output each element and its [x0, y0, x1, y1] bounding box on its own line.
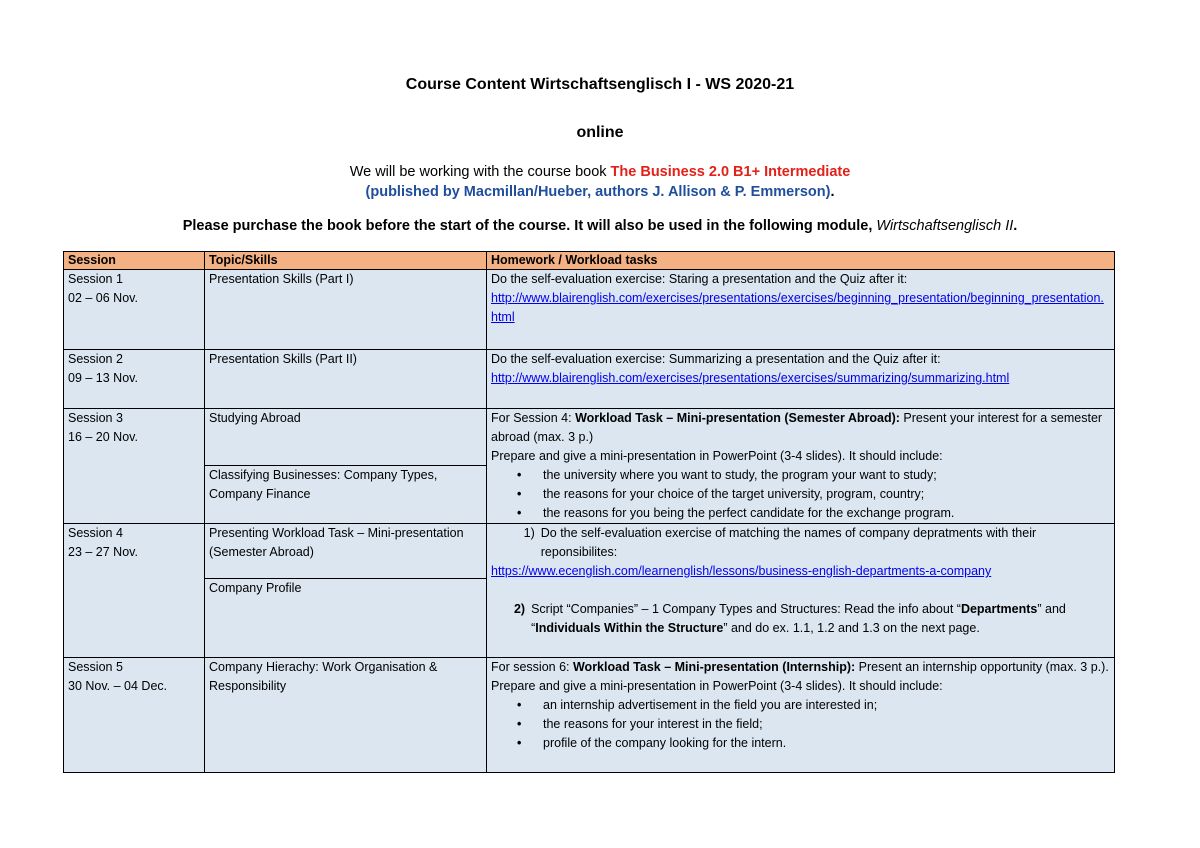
intro-line-2 [0, 184, 1200, 200]
item-text-part: Script “Companies” – 1 Company Types and Structures: Read the info about “ [531, 602, 961, 616]
session-cell [64, 270, 205, 350]
topic-cell: Presentation Skills (Part I) [205, 270, 487, 350]
requirements-list [491, 696, 1110, 753]
page-title: Course Content Wirtschaftsenglisch I - WS 2020-21 [405, 76, 795, 93]
table-row [64, 409, 1115, 466]
publisher-info: (published by Macmillan/Hueber, authors J. Allison & P. Emmerson) [365, 184, 831, 200]
table-row [64, 524, 1115, 579]
session-cell [64, 658, 205, 773]
item-number: 2) [513, 602, 526, 616]
table-row [64, 658, 1115, 773]
topic-cell: Company Profile [205, 579, 487, 658]
item-text-part: ” and “ [531, 602, 1066, 635]
homework-cell [487, 409, 1115, 524]
purchase-note: Please purchase the book before the start of the course. It will also be used in the following module, [182, 218, 877, 234]
page-subtitle: online [576, 124, 624, 141]
numbered-item-2 [491, 600, 1110, 638]
exercise-link[interactable]: https://www.ecenglish.com/learnenglish/lessons/business-english-departments-a-company [491, 564, 992, 578]
item-text-part: ” and do ex. 1.1, 1.2 and 1.3 on the next page. [723, 621, 980, 635]
topic-cell: Presentation Skills (Part II) [205, 350, 487, 409]
table-row [64, 350, 1115, 409]
topic-cell: Studying Abroad [205, 409, 487, 466]
purchase-suffix: . [1013, 218, 1018, 234]
numbered-item-1 [491, 524, 1110, 562]
session-cell [64, 409, 205, 524]
session-cell [64, 524, 205, 658]
list-item: • the reasons for your choice of the target university, program, country; [543, 485, 1110, 504]
topic-cell: Company Hierachy: Work Organisation & Responsibility [205, 658, 487, 773]
homework-cell [487, 524, 1115, 658]
homework-text: Do the self-evaluation exercise: Summarizing a presentation and the Quiz after it: [491, 352, 941, 366]
homework-cell [487, 270, 1115, 350]
book-title: The Business 2.0 B1+ Intermediate [610, 164, 851, 180]
session-dates: 02 – 06 Nov. [68, 291, 138, 305]
course-table [63, 251, 1115, 773]
session-dates: 30 Nov. – 04 Dec. [68, 679, 168, 693]
homework-instructions: Prepare and give a mini-presentation in PowerPoint (3-4 slides). It should include: [491, 679, 943, 693]
header-session: Session [64, 252, 205, 270]
session-label: Session 1 [68, 272, 123, 286]
homework-rest: Present an internship opportunity (max. 3 p.). [855, 660, 1109, 674]
intro-prefix: We will be working with the course book [349, 164, 611, 180]
homework-cell [487, 350, 1115, 409]
header-homework: Homework / Workload tasks [487, 252, 1115, 270]
session-label: Session 5 [68, 660, 123, 674]
item-number: 1) [523, 526, 535, 540]
homework-text [491, 658, 1110, 677]
workload-task-title: Workload Task – Mini-presentation (Semester Abroad): [575, 411, 900, 425]
session-dates: 23 – 27 Nov. [68, 545, 138, 559]
requirements-list [491, 466, 1110, 523]
list-item: • the reasons for your interest in the field; [543, 715, 1110, 734]
header-topic: Topic/Skills [205, 252, 487, 270]
list-item: • the reasons for you being the perfect candidate for the exchange program. [543, 504, 1110, 523]
session-label: Session 3 [68, 411, 123, 425]
session-label: Session 4 [68, 526, 123, 540]
homework-rest: Present your interest for a semester abroad (max. 3 p.) [491, 411, 1103, 444]
item-text-bold: Individuals Within the Structure [535, 621, 724, 635]
intro-line-3 [0, 218, 1200, 234]
homework-instructions: Prepare and give a mini-presentation in PowerPoint (3-4 slides). It should include: [491, 449, 943, 463]
table-header-row [64, 252, 1115, 270]
item-text [531, 600, 1110, 638]
homework-lead: For Session 4: [491, 411, 576, 425]
session-dates: 09 – 13 Nov. [68, 371, 138, 385]
topic-cell: Classifying Businesses: Company Types, Company Finance [205, 465, 487, 523]
homework-cell [487, 658, 1115, 773]
list-item: • the university where you want to study, the program your want to study; [543, 466, 1110, 485]
intro-line-1 [0, 164, 1200, 180]
session-cell [64, 350, 205, 409]
table-row [64, 270, 1115, 350]
publisher-suffix: . [830, 184, 835, 200]
homework-text [491, 409, 1110, 447]
list-item: • an internship advertisement in the field you are interested in; [543, 696, 1110, 715]
module-name: Wirtschaftsenglisch II [876, 218, 1014, 234]
exercise-link[interactable]: http://www.blairenglish.com/exercises/presentations/exercises/summarizing/summarizing.html [491, 371, 1010, 385]
list-item: • profile of the company looking for the intern. [543, 734, 1110, 753]
workload-task-title: Workload Task – Mini-presentation (Internship): [572, 660, 856, 674]
session-label: Session 2 [68, 352, 123, 366]
homework-lead: For session 6: [491, 660, 573, 674]
exercise-link[interactable]: http://www.blairenglish.com/exercises/presentations/exercises/beginning_presentation/beginning_presentation.html [491, 291, 1104, 324]
session-dates: 16 – 20 Nov. [68, 430, 138, 444]
homework-text: Do the self-evaluation exercise: Staring a presentation and the Quiz after it: [491, 272, 908, 286]
item-text-bold: Departments [960, 602, 1038, 616]
item-text: Do the self-evaluation exercise of matching the names of company depratments with their reponsibilites: [540, 526, 1037, 559]
topic-cell: Presenting Workload Task – Mini-presentation (Semester Abroad) [205, 524, 487, 579]
